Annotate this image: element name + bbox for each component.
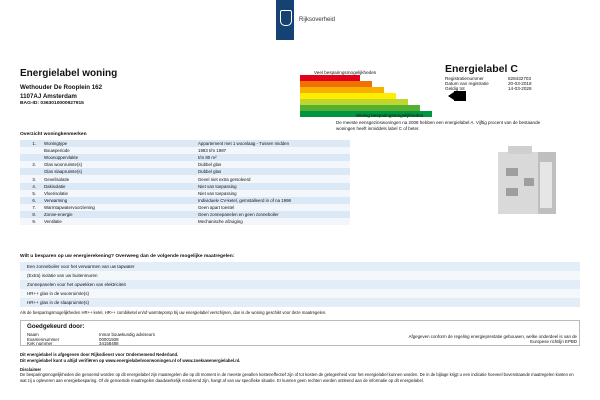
characteristic-row bbox=[20, 175, 350, 182]
row-label: Bouwperiode bbox=[42, 147, 196, 154]
row-number bbox=[20, 154, 42, 161]
row-value: Geen zonnepanelen en geen zonneboiler bbox=[196, 211, 350, 218]
scale-bar bbox=[300, 99, 408, 105]
scale-bar bbox=[300, 105, 420, 111]
characteristic-row bbox=[20, 147, 350, 154]
row-value: Niet van toepassing bbox=[196, 190, 350, 197]
row-label: Zonne-energie bbox=[42, 211, 196, 218]
row-label: Ventilatie bbox=[42, 218, 196, 225]
house-illustration bbox=[494, 144, 560, 218]
row-value: Niet van toepassing bbox=[196, 183, 350, 190]
cert-row: Examennummer 00001508 bbox=[27, 336, 119, 342]
row-value: Dubbel glas bbox=[196, 168, 350, 175]
characteristics-title: Overzicht woningkenmerken bbox=[20, 132, 87, 137]
row-value: Mechanische afzuiging bbox=[196, 218, 350, 225]
certification-box bbox=[20, 320, 580, 346]
measures-footnote: Als de besparingsmogelijkheden HR++ ketel, HR++ combiketel en/of warmtepomp bij uw energielabel verschijnen, dan is de woning geschikt voor deze maatregelen. bbox=[20, 310, 327, 315]
row-label: Dakisolatie bbox=[42, 183, 196, 190]
row-number: 1. bbox=[20, 140, 42, 147]
page-title: Energielabel woning bbox=[20, 68, 118, 79]
row-number bbox=[20, 168, 42, 175]
cert-row: KvK nummer 34158488 bbox=[27, 341, 119, 346]
rijksoverheid-logo bbox=[276, 0, 294, 40]
row-number: 6. bbox=[20, 197, 42, 204]
row-value: Appartement met 1 woonlaag - Tussen midden bbox=[196, 140, 350, 147]
label-description: De meeste eensgezinswoningen na 2008 hebben een energielabel A. Vijftig procent van de bestaande woningen heeft inmiddels label C of beter. bbox=[336, 120, 541, 131]
row-value: Dubbel glas bbox=[196, 161, 350, 168]
issued-by: Dit energielabel is afgegeven door Rijksdienst voor Ondernemend Nederland. bbox=[20, 352, 179, 357]
measure-item: (Extra) isolatie van uw buitenmuren bbox=[20, 271, 580, 280]
characteristic-row bbox=[20, 183, 350, 190]
row-label: Glas woonruimte(s) bbox=[42, 161, 196, 168]
row-number: 3. bbox=[20, 175, 42, 182]
row-value: Geen apart toestel bbox=[196, 204, 350, 211]
row-value: 1983 t/m 1987 bbox=[196, 147, 350, 154]
row-value: t/m 80 m² bbox=[196, 154, 350, 161]
meta-row: Geldig tot 14-03-2028 bbox=[445, 86, 532, 91]
row-number: 5. bbox=[20, 190, 42, 197]
scale-bottom-caption: Weinig besparingsmogelijkheden bbox=[356, 113, 424, 118]
row-label: Gevelisolatie bbox=[42, 175, 196, 182]
disclaimer-title: Disclaimer bbox=[20, 367, 42, 372]
row-number bbox=[20, 147, 42, 154]
scale-bar bbox=[300, 81, 372, 87]
row-number: 4. bbox=[20, 183, 42, 190]
measure-item: HR++ glas in de slaapruimte(s) bbox=[20, 298, 580, 307]
disclaimer-text: De besparingsmogelijkheden die genoemd worden op dit energielabel zijn maatregelen die op dit moment in de meeste gevallen kosteneffectief zijn of tot kosten de gelegenheid voor het energielabel kunnen worden. De in de bijlage krijgt u een indicatie hoeveel bovenstaande maatregelen kosten en wat zij u opleveren aan energiebesparing. Of de genoemde maatregelen daadwerkelijk renderend zijn, hangt af van uw specifieke situatie. Er kunnen geen rechten worden ontleend aan de informatie op dit energielabel. bbox=[20, 372, 574, 383]
scale-bar bbox=[300, 87, 384, 93]
measure-item: HR++ glas in de woonruimte(s) bbox=[20, 289, 580, 298]
characteristics-table bbox=[20, 140, 350, 225]
row-value: Gevel niet extra geïsoleerd bbox=[196, 175, 350, 182]
characteristic-row bbox=[20, 161, 350, 168]
verify-line: Dit energielabel kunt u altijd verifiëren op www.energielabelvoorwoningen.nl of www.zoekuwenergielabel.nl. bbox=[20, 358, 241, 363]
address-street: Wethouder De Rooplein 162 bbox=[20, 84, 103, 91]
characteristic-row bbox=[20, 204, 350, 211]
row-label: Woningtype bbox=[42, 140, 196, 147]
characteristic-row bbox=[20, 154, 350, 161]
row-number: 8. bbox=[20, 211, 42, 218]
measures-title: Wilt u besparen op uw energierekening? Overweeg dan de volgende mogelijke maatregelen: bbox=[20, 254, 235, 259]
scale-top-caption: Veel besparingsmogelijkheden bbox=[314, 70, 377, 75]
scale-bar bbox=[300, 75, 360, 81]
address-city: 1107AJ Amsterdam bbox=[20, 93, 77, 100]
current-label-marker bbox=[454, 91, 466, 101]
energy-scale bbox=[300, 75, 450, 117]
meta-row: Registratienummer 828432703 bbox=[445, 76, 531, 81]
meta-row: Datum van registratie 20-03-2018 bbox=[445, 81, 532, 86]
crest-icon bbox=[280, 10, 292, 26]
bag-id: BAG-ID: 0363010000927915 bbox=[20, 101, 84, 106]
measure-item: Een zonneboiler voor het verwarmen van uw tapwater bbox=[20, 262, 580, 271]
characteristic-row bbox=[20, 218, 350, 225]
disclaimer bbox=[20, 367, 580, 383]
row-number: 2. bbox=[20, 161, 42, 168]
row-label: Glas slaapruimte(s) bbox=[42, 168, 196, 175]
characteristic-row bbox=[20, 211, 350, 218]
cert-row: Naam Inmar bouwkundig adviseurs bbox=[27, 332, 155, 337]
org-name: Rijksoverheid bbox=[299, 17, 336, 23]
measure-item: Zonnepanelen voor het opwekken van elektriciteit bbox=[20, 280, 580, 289]
row-label: Warmtapwatervoorziening bbox=[42, 204, 196, 211]
scale-bar bbox=[300, 93, 396, 99]
energy-label-heading: Energielabel C bbox=[445, 63, 518, 75]
characteristic-row bbox=[20, 140, 350, 147]
row-number: 9. bbox=[20, 218, 42, 225]
characteristic-row bbox=[20, 197, 350, 204]
cert-conformity: Afgegeven conform de regeling energieprestatie gebouwen, welke onderdeel is van de Europese richtlijn EPBD bbox=[408, 334, 577, 344]
row-number: 7. bbox=[20, 204, 42, 211]
certification-title: Goedgekeurd door: bbox=[27, 323, 85, 330]
characteristic-row bbox=[20, 168, 350, 175]
characteristic-row bbox=[20, 190, 350, 197]
row-label: Verwarming bbox=[42, 197, 196, 204]
row-label: Vloerisolatie bbox=[42, 190, 196, 197]
row-value: Individuele CV-ketel, geïnstalleerd in of na 1998 bbox=[196, 197, 350, 204]
row-label: Woonoppervlakte bbox=[42, 154, 196, 161]
